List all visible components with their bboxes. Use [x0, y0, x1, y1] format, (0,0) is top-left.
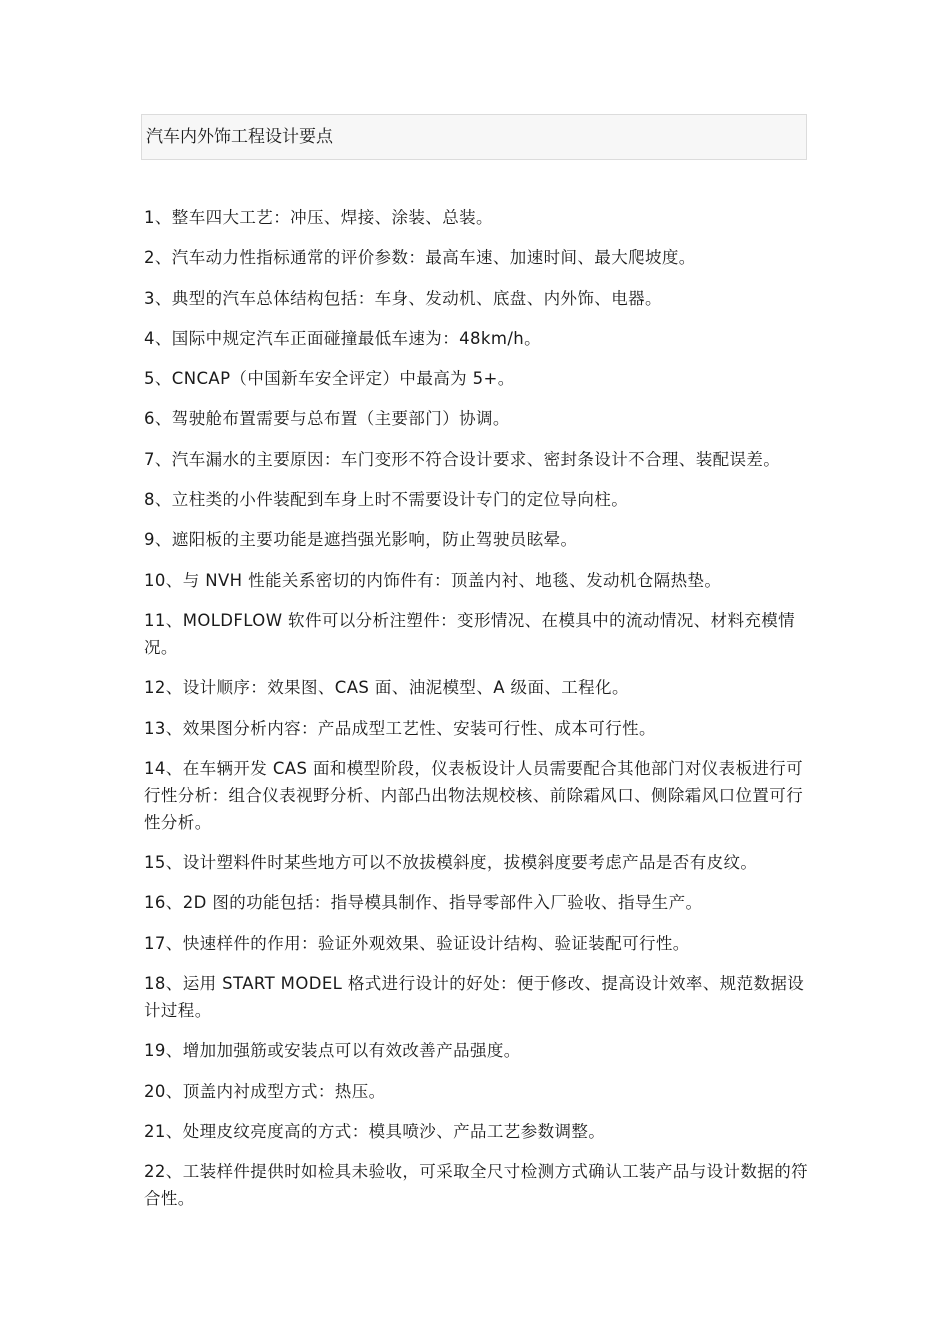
list-item: 14、在车辆开发 CAS 面和模型阶段，仪表板设计人员需要配合其他部门对仪表板进行可行性分析：组合仪表视野分析、内部凸出物法规校核、前除霜风口、侧除霜风口位置可行性分析。: [144, 758, 804, 832]
list-item: 13、效果图分析内容：产品成型工艺性、安装可行性、成本可行性。: [144, 718, 656, 738]
list-item: 16、2D 图的功能包括：指导模具制作、指导零部件入厂验收、指导生产。: [144, 893, 703, 913]
list-item: 10、与 NVH 性能关系密切的内饰件有：顶盖内衬、地毯、发动机仓隔热垫。: [144, 570, 722, 590]
list-item: 4、国际中规定汽车正面碰撞最低车速为：48km/h。: [144, 328, 542, 348]
list-item: 7、汽车漏水的主要原因：车门变形不符合设计要求、密封条设计不合理、装配误差。: [144, 449, 781, 469]
list-item: 5、CNCAP（中国新车安全评定）中最高为 5+。: [144, 369, 515, 389]
list-item: 17、快速样件的作用：验证外观效果、验证设计结构、验证装配可行性。: [144, 933, 690, 953]
list-item: 1、整车四大工艺：冲压、焊接、涂装、总装。: [144, 208, 493, 227]
list-item: 9、遮阳板的主要功能是遮挡强光影响，防止驾驶员眩晕。: [144, 530, 578, 550]
list-item: 11、MOLDFLOW 软件可以分析注塑件：变形情况、在模具中的流动情况、材料充模情况。: [144, 610, 796, 657]
list-item: 8、立柱类的小件装配到车身上时不需要设计专门的定位导向柱。: [144, 490, 629, 510]
list-item: 22、工装样件提供时如检具未验收，可采取全尺寸检测方式确认工装产品与设计数据的符合性。: [144, 1162, 808, 1209]
list-item: 21、处理皮纹亮度高的方式：模具喷沙、产品工艺参数调整。: [144, 1121, 606, 1141]
key-points-list: [144, 204, 808, 1226]
list-item: 3、典型的汽车总体结构包括：车身、发动机、底盘、内外饰、电器。: [144, 288, 662, 308]
list-item: 18、运用 START MODEL 格式进行设计的好处：便于修改、提高设计效率、规范数据设计过程。: [144, 974, 805, 1021]
document-title: 汽车内外饰工程设计要点: [146, 127, 333, 147]
list-item: 19、增加加强筋或安装点可以有效改善产品强度。: [144, 1041, 521, 1061]
title-box: [141, 114, 807, 160]
list-item: 12、设计顺序：效果图、CAS 面、油泥模型、A 级面、工程化。: [144, 678, 629, 698]
list-item: 2、汽车动力性指标通常的评价参数：最高车速、加速时间、最大爬坡度。: [144, 248, 696, 268]
list-item: 6、驾驶舱布置需要与总布置（主要部门）协调。: [144, 409, 510, 429]
list-item: 20、顶盖内衬成型方式：热压。: [144, 1081, 386, 1101]
list-item: 15、设计塑料件时某些地方可以不放拔模斜度，拔模斜度要考虑产品是否有皮纹。: [144, 853, 758, 873]
